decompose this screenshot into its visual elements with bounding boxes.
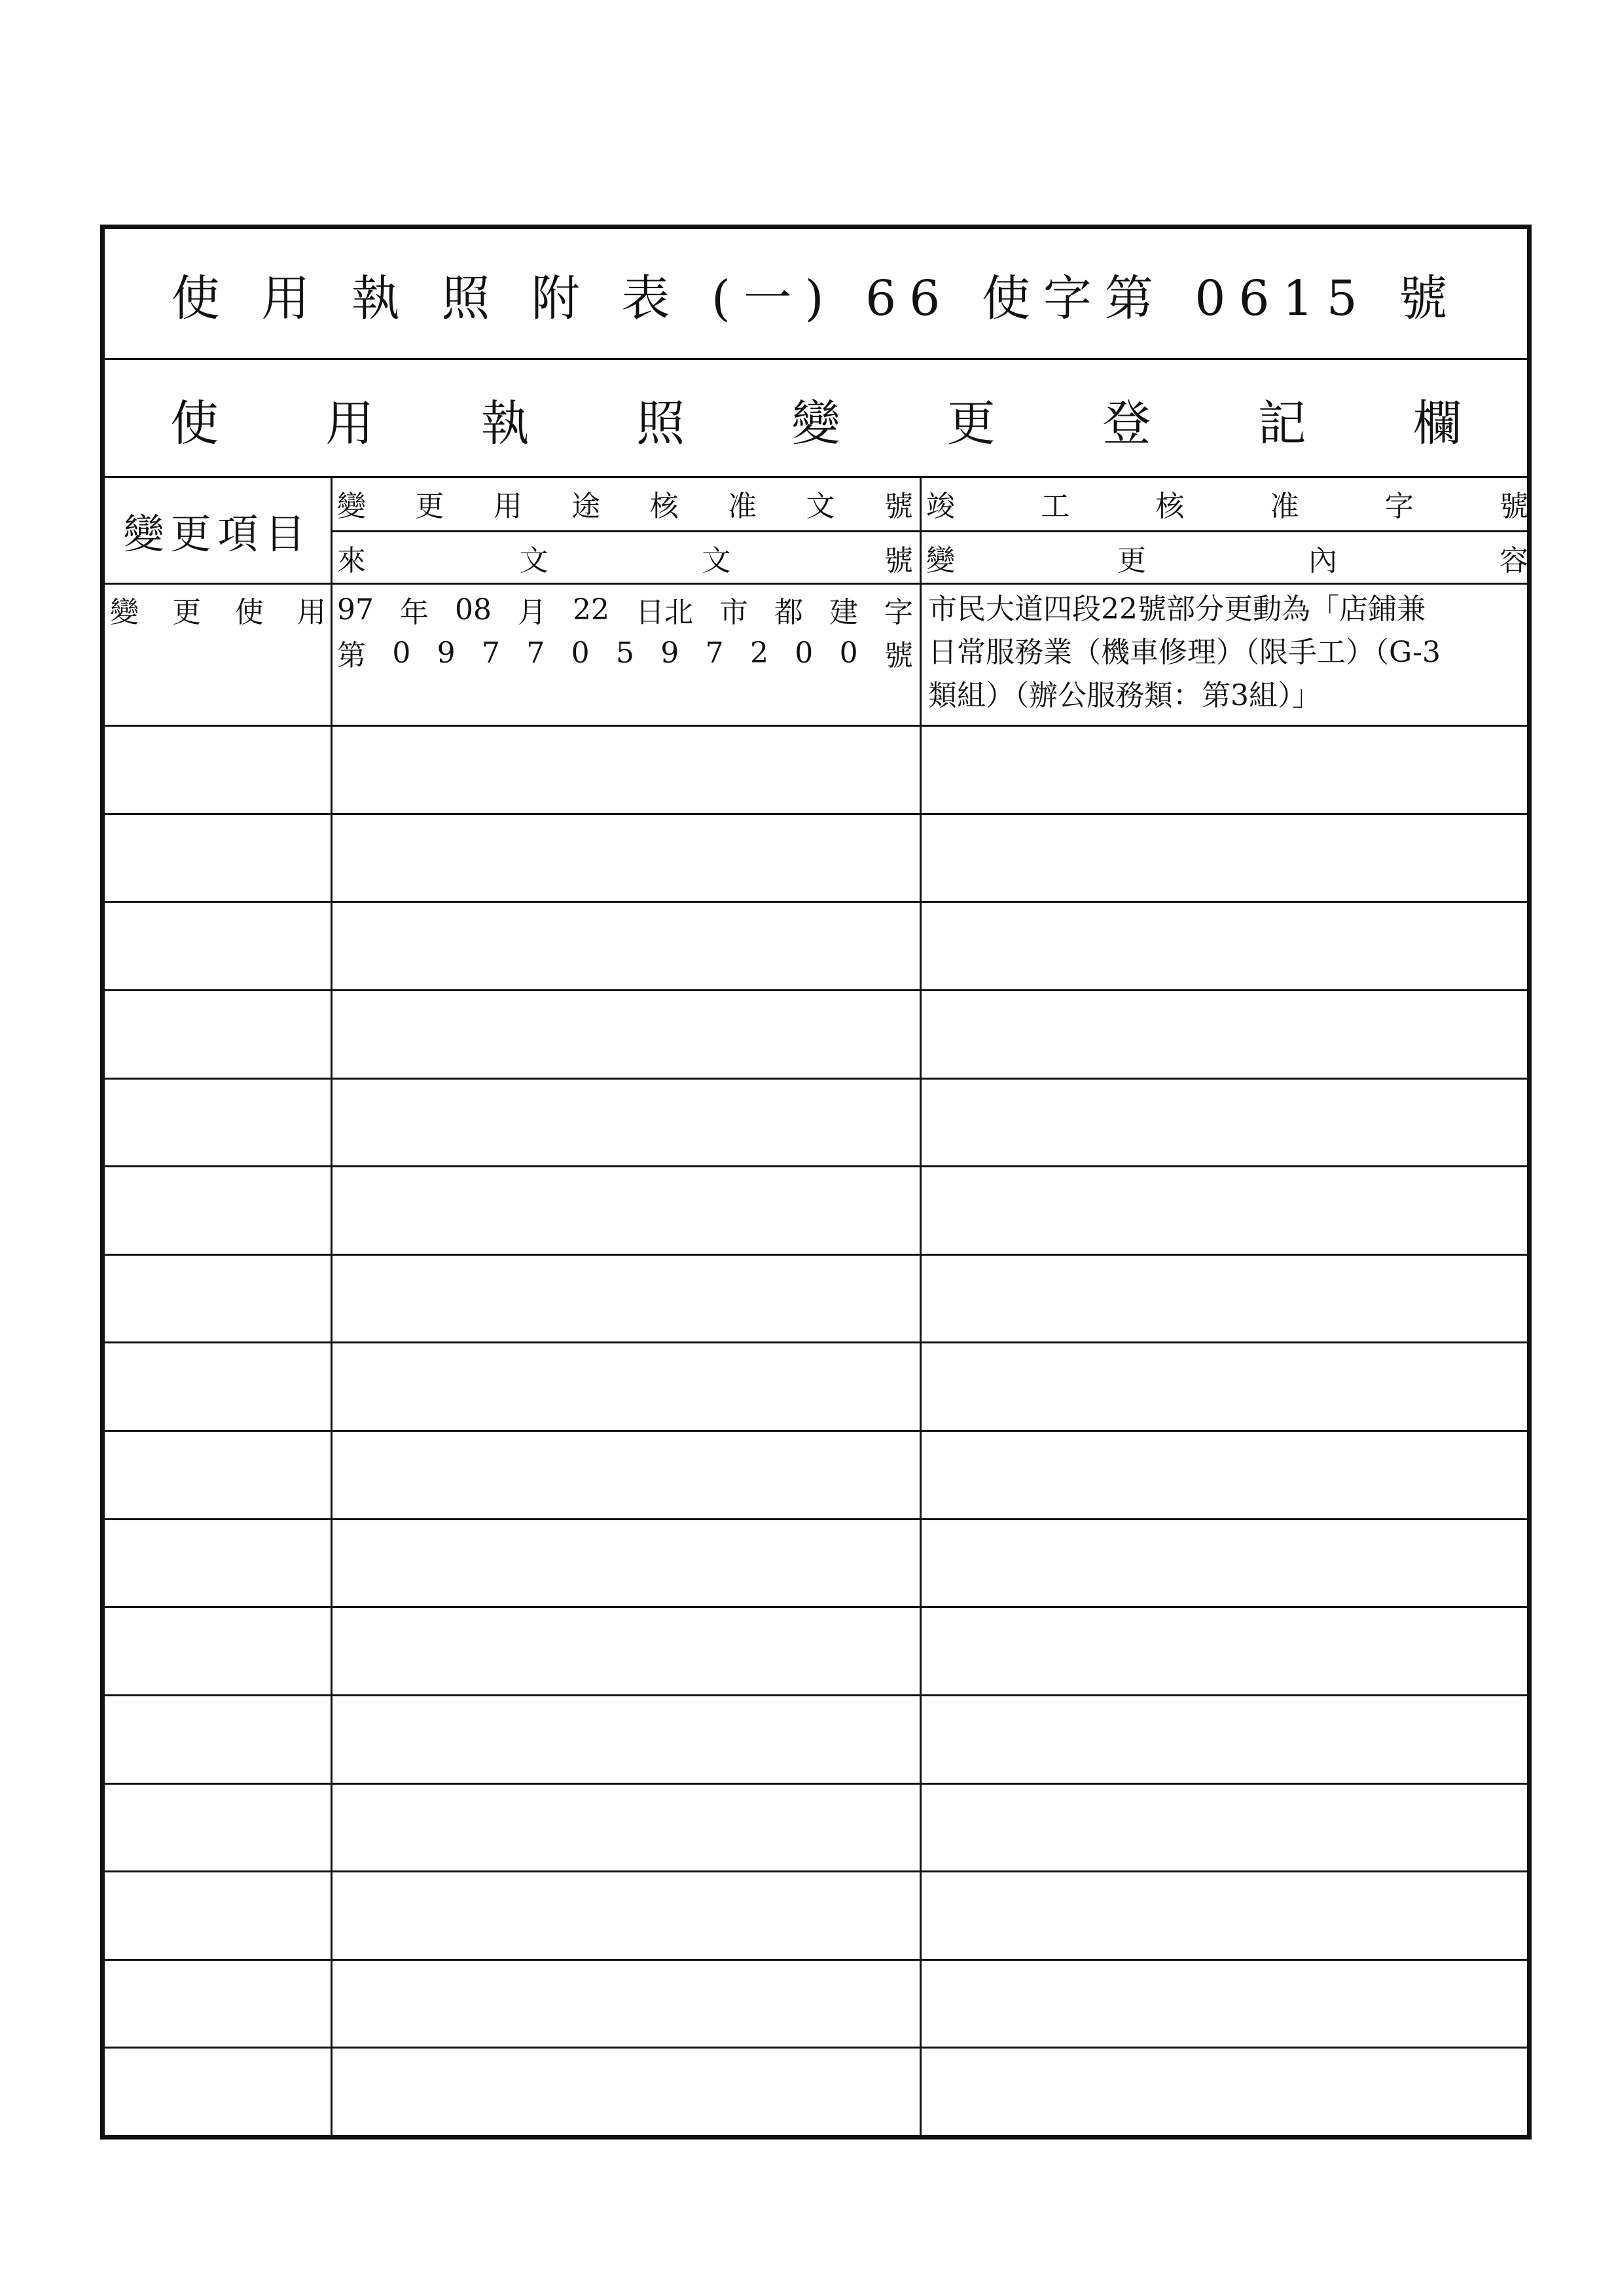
section-title-char: 記 xyxy=(1257,395,1306,452)
header-char: 工 xyxy=(1041,490,1070,523)
license-annex-form xyxy=(100,225,1532,2140)
header-char: 更 xyxy=(415,490,444,523)
section-title xyxy=(170,364,1462,475)
entry-char: 9 xyxy=(660,636,679,670)
row-divider xyxy=(105,1783,1527,1785)
section-title-char: 登 xyxy=(1102,395,1151,452)
entry-char: 年 xyxy=(400,596,429,629)
row-divider xyxy=(105,813,1527,815)
entry-char: 市 xyxy=(719,596,748,629)
entry-char: 日北 xyxy=(636,596,693,629)
entry-approval-doc xyxy=(337,588,913,680)
header-char: 准 xyxy=(728,490,757,523)
entry-char: 7 xyxy=(481,636,500,670)
entry-approval-line2 xyxy=(337,631,913,674)
header-char: 文 xyxy=(519,544,548,577)
row-divider xyxy=(105,1078,1527,1080)
header-change-item: 變更項目 xyxy=(123,509,312,558)
header-char: 容 xyxy=(1500,544,1528,577)
header-char: 文 xyxy=(806,490,835,523)
entry-char: 第 xyxy=(337,639,366,672)
entry-char: 號 xyxy=(884,639,913,672)
header-char: 變 xyxy=(926,544,955,577)
entry-char: 7 xyxy=(526,636,545,670)
header-char: 用 xyxy=(493,490,522,523)
entry-char: 97 xyxy=(337,592,374,627)
header-char: 字 xyxy=(1384,490,1414,523)
row-divider xyxy=(105,901,1527,903)
entry-char: 0 xyxy=(795,636,814,670)
entry-char: 0 xyxy=(571,636,590,670)
row-divider xyxy=(105,1430,1527,1432)
row-divider xyxy=(105,1870,1527,1872)
section-title-char: 用 xyxy=(325,395,374,452)
row-divider xyxy=(105,1518,1527,1520)
header-char: 號 xyxy=(1499,490,1528,523)
row-divider xyxy=(105,1606,1527,1608)
entry-char: 0 xyxy=(392,636,411,670)
entry-content-line3: 類組）（辦公服務類：第3組）」 xyxy=(928,679,1321,712)
entry-char: 9 xyxy=(437,636,456,670)
row-divider xyxy=(105,989,1527,991)
header-char: 途 xyxy=(571,490,601,523)
header-char: 號 xyxy=(884,544,913,577)
header-char: 准 xyxy=(1270,490,1299,523)
entry-char: 更 xyxy=(172,596,202,629)
header-char: 竣 xyxy=(926,490,955,523)
row-divider xyxy=(105,1959,1527,1961)
section-title-char: 變 xyxy=(791,395,840,452)
header-change-content xyxy=(926,532,1528,583)
section-title-char: 更 xyxy=(946,395,996,452)
divider xyxy=(105,358,1527,360)
entry-change-item xyxy=(110,588,326,631)
entry-char: 用 xyxy=(297,596,326,629)
entry-char: 使 xyxy=(234,596,264,629)
entry-content-line2: 日常服務業（機車修理）（限手工）（G-3 xyxy=(928,636,1441,669)
header-char: 文 xyxy=(702,544,731,577)
entry-char: 5 xyxy=(615,636,634,670)
entry-content-line1: 市民大道四段22號部分更動為「店鋪兼 xyxy=(928,592,1426,626)
row-divider xyxy=(105,1341,1527,1343)
header-char: 變 xyxy=(337,490,366,523)
entry-char: 0 xyxy=(839,636,858,670)
entry-char: 22 xyxy=(573,592,609,627)
header-char: 更 xyxy=(1117,544,1146,577)
entry-approval-line1 xyxy=(337,588,913,631)
header-approval-doc xyxy=(337,478,913,529)
row-divider xyxy=(105,1254,1527,1256)
entry-char: 都 xyxy=(774,596,803,629)
divider xyxy=(105,725,1527,727)
row-divider xyxy=(105,1694,1527,1696)
header-completion-approval xyxy=(926,478,1528,529)
entry-change-content xyxy=(928,588,1530,725)
entry-char: 字 xyxy=(884,596,913,629)
entry-char: 月 xyxy=(518,596,547,629)
header-incoming-doc xyxy=(337,532,913,583)
entry-char: 08 xyxy=(455,592,492,627)
header-char: 來 xyxy=(337,544,366,577)
header-char: 號 xyxy=(884,490,913,523)
header-char: 核 xyxy=(1155,490,1185,523)
entry-char: 建 xyxy=(829,596,858,629)
header-char: 內 xyxy=(1308,544,1337,577)
entry-char: 變 xyxy=(110,596,139,629)
form-title: 使 用 執 照 附 表 (一) 66 使字第 0615 號 xyxy=(171,270,1461,327)
section-title-char: 欄 xyxy=(1413,395,1462,452)
entry-char: 2 xyxy=(749,636,768,670)
section-title-char: 使 xyxy=(170,395,219,452)
divider xyxy=(105,583,1527,585)
section-title-char: 執 xyxy=(480,395,530,452)
entry-char: 7 xyxy=(705,636,724,670)
row-divider xyxy=(105,1165,1527,1167)
header-char: 核 xyxy=(649,490,679,523)
row-divider xyxy=(105,2047,1527,2049)
section-title-char: 照 xyxy=(636,395,685,452)
